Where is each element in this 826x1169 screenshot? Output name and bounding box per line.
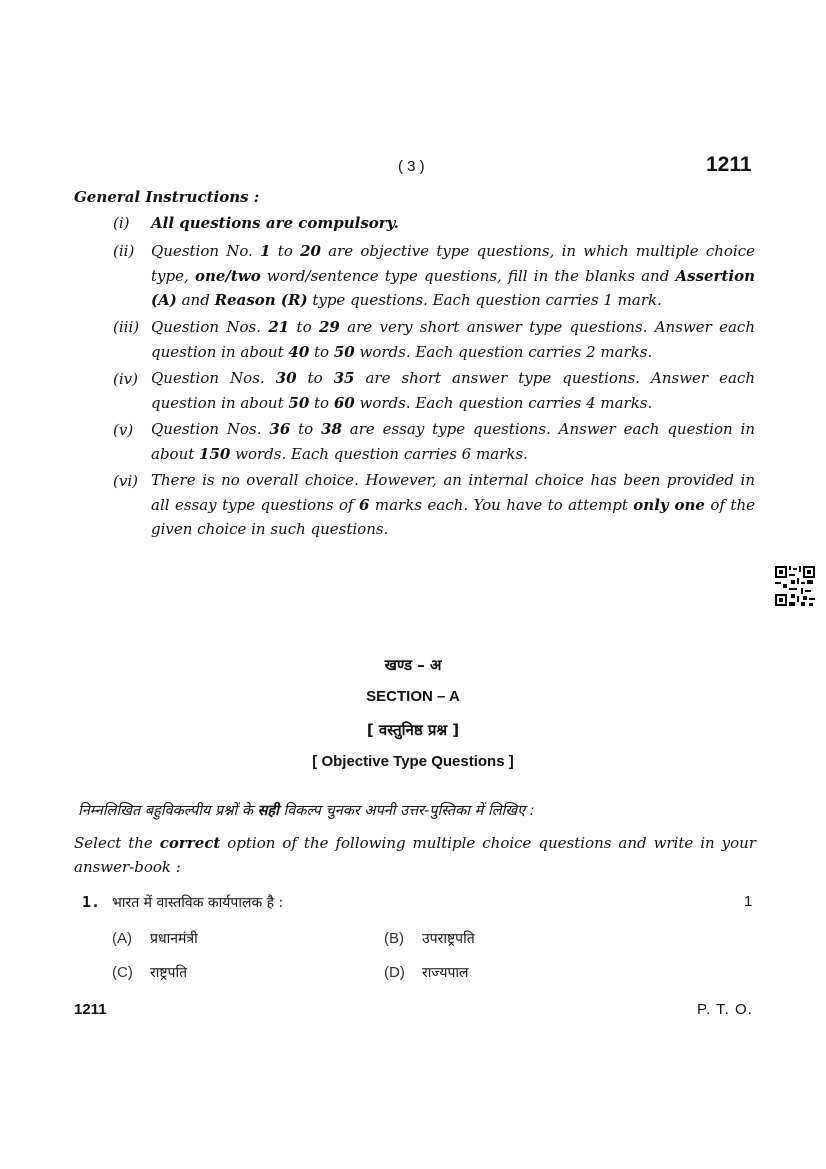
instruction-emphasis: 60 — [333, 393, 355, 412]
directions-hindi-before: निम्नलिखित बहुविकल्पीय प्रश्नों के — [78, 803, 258, 819]
instruction-number: (v) — [113, 421, 134, 439]
paper-code: 1211 — [706, 153, 752, 176]
instruction-emphasis: 30 — [275, 369, 297, 387]
instruction-emphasis: 35 — [333, 369, 355, 387]
instruction-segment: words. Each question carries 4 marks. — [354, 393, 653, 412]
instruction-segment: and — [176, 291, 215, 309]
instruction-segment: are objective type questions, in which multiple choice type, — [151, 242, 755, 285]
instruction-number: (i) — [113, 214, 130, 232]
qr-code-icon — [775, 566, 815, 606]
instruction-segment: words. Each question carries 2 marks. — [354, 342, 653, 361]
instruction-segment: marks each. You have to attempt — [369, 495, 634, 514]
instruction-emphasis: only one — [633, 495, 705, 514]
instruction-number: (ii) — [113, 242, 135, 260]
instruction-emphasis: Reason (R) — [214, 291, 308, 309]
directions-hindi-bold: सही — [257, 803, 279, 819]
instruction-emphasis: 20 — [300, 242, 321, 260]
instruction-segment: to — [309, 393, 334, 412]
instruction-text — [151, 315, 755, 364]
instruction-number: (iii) — [113, 318, 140, 336]
instruction-number: (vi) — [113, 472, 138, 490]
option-a-text: प्रधानमंत्री — [150, 931, 198, 947]
section-title: SECTION – A — [366, 688, 460, 705]
option-d-label: (D) — [384, 964, 405, 981]
instruction-segment: words. Each question carries 6 marks. — [230, 444, 528, 463]
instruction-segment: Question Nos. — [151, 318, 269, 336]
instruction-segment: word/sentence type questions, fill in the blanks and — [260, 266, 676, 285]
instruction-text — [151, 468, 755, 542]
instruction-segment: to — [290, 420, 322, 438]
section-hindi-subtitle: [ वस्तुनिष्ठ प्रश्न ] — [366, 721, 460, 739]
instruction-text — [151, 417, 755, 466]
instruction-emphasis: one/two — [194, 266, 261, 285]
footer-pto: P. T. O. — [697, 1001, 753, 1018]
instruction-segment: type questions. Each question carries 1 mark. — [307, 291, 662, 309]
option-c-label: (C) — [112, 964, 133, 981]
question-text: भारत में वास्तविक कार्यपालक है : — [112, 895, 284, 911]
instruction-segment: are short answer type questions. Answer each question in about — [151, 369, 755, 412]
instruction-emphasis: 21 — [268, 318, 290, 336]
instruction-emphasis: Assertion (A) — [151, 266, 755, 309]
instruction-segment: to — [289, 318, 319, 336]
option-b-text: उपराष्ट्रपति — [422, 931, 475, 947]
directions-english — [74, 831, 756, 879]
instruction-text — [151, 366, 755, 415]
instruction-segment: Question Nos. — [151, 420, 270, 438]
general-instructions-title: General Instructions : — [74, 188, 260, 206]
option-d-text: राज्यपाल — [422, 965, 469, 981]
instruction-emphasis: 150 — [199, 444, 231, 463]
page-number: ( 3 ) — [398, 158, 425, 175]
directions-english-bold: correct — [159, 834, 221, 852]
option-a-label: (A) — [112, 930, 132, 947]
directions-hindi-after: विकल्प चुनकर अपनी उत्तर-पुस्तिका में लिखिए : — [278, 803, 535, 819]
section-hindi-title: खण्ड – अ — [384, 656, 442, 674]
instruction-text — [151, 211, 755, 236]
section-subtitle: [ Objective Type Questions ] — [312, 753, 514, 770]
footer-paper-code: 1211 — [74, 1001, 107, 1018]
instruction-segment: to — [296, 369, 334, 387]
question-marks: 1 — [744, 893, 753, 910]
instruction-emphasis: 50 — [288, 393, 310, 412]
option-c-text: राष्ट्रपति — [150, 965, 188, 981]
instruction-emphasis: 1 — [260, 242, 271, 260]
directions-hindi — [78, 800, 535, 820]
instruction-segment: Question Nos. — [151, 369, 276, 387]
instruction-emphasis: 38 — [321, 420, 342, 438]
instruction-emphasis: 40 — [288, 342, 310, 361]
instruction-segment: are very short answer type questions. Answer each question in about — [151, 318, 755, 361]
instruction-segment: Question No. — [151, 242, 261, 260]
instruction-emphasis: 6 — [359, 495, 370, 514]
instruction-emphasis: All questions are compulsory. — [151, 214, 399, 232]
instruction-segment: to — [270, 242, 301, 260]
directions-english-after: option of the following multiple choice questions and write in your answer-book : — [74, 834, 756, 876]
instruction-segment: There is no overall choice. However, an internal choice has been provided in all essay type questions of — [151, 471, 755, 514]
instruction-segment: are essay type questions. Answer each question in about — [151, 420, 755, 463]
instruction-emphasis: 50 — [333, 342, 355, 361]
option-b-label: (B) — [384, 930, 404, 947]
instruction-number: (iv) — [113, 370, 138, 388]
instruction-emphasis: 29 — [318, 318, 340, 336]
instruction-text — [151, 239, 755, 313]
question-number: 1. — [82, 893, 101, 911]
directions-english-before: Select the — [74, 834, 160, 852]
instruction-segment: to — [309, 342, 334, 361]
instruction-emphasis: 36 — [269, 420, 291, 438]
instruction-segment: of the given choice in such questions. — [151, 495, 755, 538]
